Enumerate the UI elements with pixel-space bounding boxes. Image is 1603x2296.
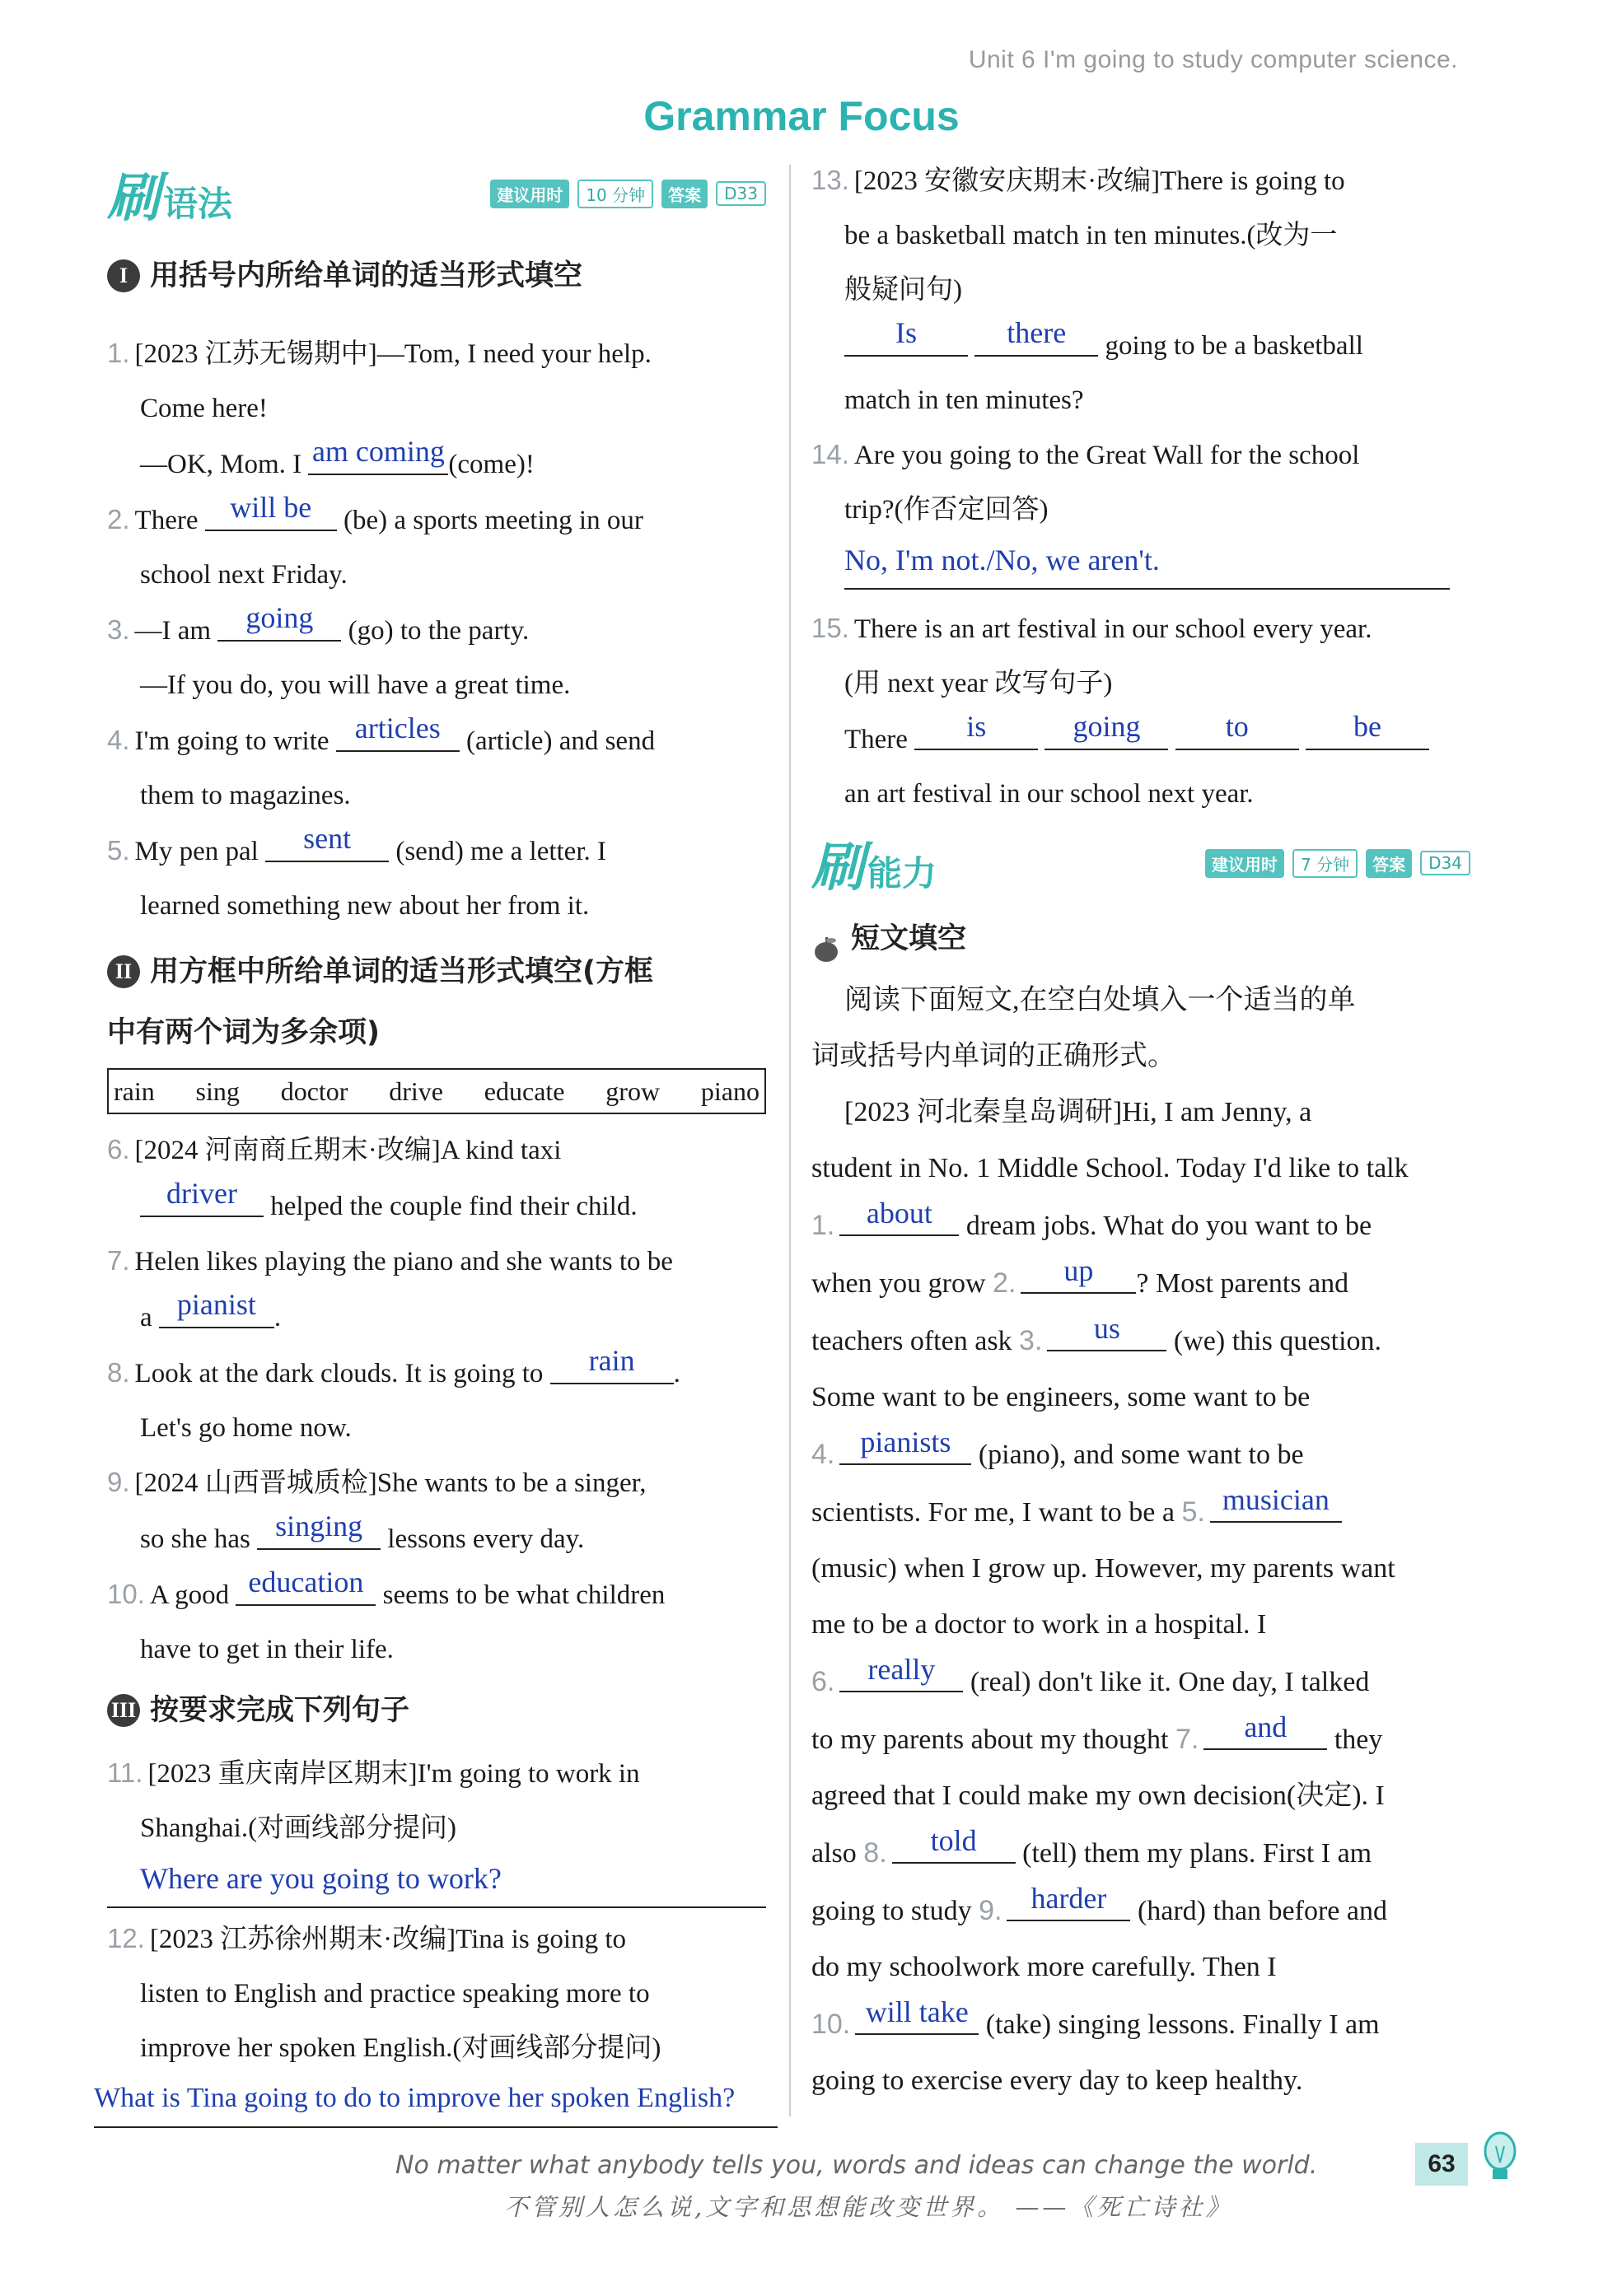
q-number: 15. [811, 613, 849, 643]
brand-char: 刷 [811, 838, 864, 898]
word-item: grow [605, 1076, 661, 1106]
q-text: Look at the dark clouds. It is going to [134, 1359, 544, 1388]
blank-number: 2. [993, 1267, 1016, 1299]
q-number: 3. [107, 614, 130, 645]
part2-heading-text: 用方框中所给单词的适当形式填空(方框 [150, 955, 653, 988]
answer-line[interactable]: Where are you going to work? [107, 1855, 766, 1908]
brand-label: 能力 [867, 853, 937, 894]
passage-line: they [1334, 1724, 1383, 1755]
answer-blank[interactable] [217, 602, 341, 642]
question-1 [107, 326, 766, 492]
footer-quote-zh: 不管别人怎么说,文字和思想能改变世界。 ——《死亡诗社》 [504, 2193, 1233, 2221]
part2-heading [107, 941, 766, 1063]
time-tag: 建议用时 [490, 180, 569, 208]
answer-text: singing [275, 1510, 363, 1542]
q-number: 10. [107, 1579, 145, 1609]
q-number: 4. [107, 725, 130, 755]
q-number: 13. [811, 165, 849, 195]
q-text: There [134, 506, 199, 535]
passage-line: agreed that I could make my own decision(决定). I [811, 1780, 1385, 1811]
q-text: Helen likes playing the piano and she wants to be [134, 1247, 673, 1276]
grammar-section-header [107, 156, 766, 231]
q-text: Let's go home now. [140, 1413, 352, 1443]
passage-line: going to exercise every day to keep healthy. [811, 2065, 1303, 2096]
q-text: school next Friday. [140, 560, 348, 590]
answer-text: will be [230, 491, 312, 524]
q-number: 6. [107, 1134, 130, 1164]
grammar-brand [107, 156, 232, 231]
q-number: 9. [107, 1467, 130, 1497]
answer-text: up [1063, 1254, 1094, 1287]
q-number: 2. [107, 504, 130, 534]
answer-blank[interactable] [236, 1566, 376, 1606]
q-number: 8. [107, 1357, 130, 1388]
answer-blank[interactable] [855, 1995, 979, 2035]
cloze-heading [811, 908, 1470, 969]
answer-blank[interactable] [1047, 1312, 1166, 1351]
q-text: There [844, 725, 908, 754]
answer-blank[interactable] [839, 1653, 963, 1692]
question-9 [107, 1455, 766, 1566]
part3-heading [107, 1680, 766, 1741]
blank-number: 7. [1175, 1724, 1199, 1755]
roman-numeral: II [107, 955, 140, 988]
answer-page: D34 [1420, 851, 1470, 875]
answer-blank[interactable] [839, 1197, 959, 1236]
passage-line: (real) don't like it. One day, I talked [970, 1667, 1370, 1697]
q-text: Shanghai.(对画线部分提问) [140, 1813, 457, 1843]
answer-blank[interactable] [974, 317, 1098, 357]
instructions: 词或括号内单词的正确形式。 [811, 1041, 1175, 1071]
passage-line: to my parents about my thought [811, 1724, 1169, 1755]
cloze-passage [811, 1085, 1470, 2109]
question-10 [107, 1566, 766, 1677]
blank-number: 5. [1181, 1496, 1205, 1528]
answer-blank[interactable] [159, 1289, 274, 1328]
answer-text: pianists [860, 1426, 951, 1458]
blank-number: 6. [811, 1666, 835, 1697]
q-text: match in ten minutes? [844, 385, 1084, 415]
passage-line: (hard) than before and [1137, 1896, 1387, 1926]
q-text: trip?(作否定回答) [844, 495, 1049, 525]
question-8 [107, 1345, 766, 1455]
answer-text: will take [865, 1995, 969, 2028]
q-text: them to magazines. [140, 781, 351, 810]
question-5 [107, 823, 766, 933]
column-divider [789, 165, 791, 2116]
q-number: 14. [811, 439, 849, 469]
passage-line: teachers often ask [811, 1326, 1012, 1356]
answer-blank[interactable] [1210, 1483, 1342, 1523]
q-number: 1. [107, 338, 130, 368]
answer-blank[interactable] [1175, 711, 1299, 750]
part3-heading-text: 按要求完成下列句子 [150, 1694, 410, 1727]
passage-line: scientists. For me, I want to be a [811, 1497, 1175, 1528]
q-text: A good [149, 1580, 230, 1610]
q-text: . [673, 1359, 680, 1388]
brand-char: 刷 [107, 168, 160, 229]
answer-blank[interactable] [550, 1345, 674, 1384]
passage-line: when you grow [811, 1268, 986, 1299]
q-text: a [140, 1303, 152, 1332]
question-6 [107, 1122, 766, 1234]
part1-heading-text: 用括号内所给单词的适当形式填空 [150, 259, 583, 292]
q-text: I'm going to write [134, 726, 329, 756]
q-text: (go) to the party. [348, 616, 530, 646]
q-text: so she has [140, 1524, 250, 1554]
instructions: 阅读下面短文,在空白处填入一个适当的单 [844, 985, 1356, 1015]
answer-text: going [245, 601, 314, 634]
answer-blank[interactable] [839, 1426, 971, 1465]
q-text: [2023 江苏无锡期中]—Tom, I need your help. [134, 339, 652, 369]
q-number: 11. [107, 1757, 143, 1788]
answer-blank[interactable] [892, 1824, 1016, 1864]
q-text: [2023 重庆南岸区期末]I'm going to work in [147, 1759, 640, 1789]
q-text: My pen pal [134, 837, 259, 866]
q-text: (come)! [448, 450, 535, 479]
q-text: [2023 安徽安庆期末·改编]There is going to [853, 166, 1345, 196]
answer-tag: 答案 [1366, 849, 1412, 878]
answer-text: education [248, 1566, 364, 1598]
question-13 [811, 153, 1470, 427]
passage-line: student in No. 1 Middle School. Today I'd like to talk [811, 1153, 1409, 1183]
question-14 [811, 427, 1470, 590]
time-tag: 建议用时 [1205, 849, 1284, 878]
unit-header: Unit 6 I'm going to study computer science. [968, 46, 1458, 73]
q-text: [2023 江苏徐州期末·改编]Tina is going to [149, 1925, 627, 1954]
q-text: learned something new about her from it. [140, 891, 590, 921]
answer-text: Is [895, 316, 917, 349]
answer-text: be [1353, 710, 1381, 743]
passage-line: (piano), and some want to be [978, 1440, 1304, 1470]
answer-text: pianist [176, 1288, 256, 1321]
answer-blank[interactable] [140, 1178, 264, 1217]
passage-line: ? Most parents and [1136, 1268, 1349, 1299]
answer-blank[interactable] [1045, 711, 1168, 750]
part2-heading-text-2: 中有两个词为多余项) [107, 1016, 380, 1049]
answer-text: harder [1030, 1882, 1107, 1915]
roman-numeral: III [107, 1694, 140, 1727]
answer-text: really [867, 1653, 936, 1686]
question-2 [107, 492, 766, 602]
passage-line: dream jobs. What do you want to be [965, 1211, 1372, 1241]
time-value: 7 分钟 [1292, 849, 1358, 878]
q-text: going to be a basketball [1105, 331, 1363, 361]
section-meta [1205, 849, 1470, 878]
question-7 [107, 1234, 766, 1345]
blank-number: 1. [811, 1210, 835, 1241]
question-3 [107, 602, 766, 712]
answer-line[interactable]: No, I'm not./No, we aren't. [844, 537, 1450, 590]
apple-icon [811, 924, 841, 954]
q-text: Come here! [140, 394, 268, 423]
answer-tag: 答案 [661, 180, 708, 208]
word-item: educate [484, 1076, 565, 1106]
blank-number: 9. [979, 1895, 1002, 1926]
answer-text: sent [303, 822, 352, 855]
answer-blank[interactable] [265, 823, 389, 862]
answer-text: to [1225, 710, 1249, 743]
q-text: improve her spoken English.(对画线部分提问) [140, 2033, 661, 2063]
q-text: (article) and send [466, 726, 656, 756]
answer-text: told [930, 1824, 977, 1857]
answer-line[interactable]: What is Tina going to do to improve her spoken English? [94, 2075, 778, 2128]
page-title: Grammar Focus [643, 93, 960, 139]
q-number: 5. [107, 835, 130, 866]
blank-number: 3. [1019, 1325, 1043, 1356]
q-text: —I am [134, 616, 212, 646]
answer-blank[interactable] [1021, 1254, 1136, 1294]
answer-blank[interactable] [205, 492, 337, 531]
answer-blank[interactable] [1306, 711, 1429, 750]
answer-text: is [966, 710, 987, 743]
question-4 [107, 712, 766, 823]
section-meta [490, 180, 766, 208]
word-item: sing [195, 1076, 240, 1106]
q-text: helped the couple find their child. [270, 1192, 638, 1221]
q-text: (send) me a letter. I [395, 837, 606, 866]
q-text: seems to be what children [382, 1580, 666, 1610]
answer-text: driver [166, 1177, 237, 1210]
right-column [811, 153, 1470, 2109]
passage-line: (tell) them my plans. First I am [1022, 1838, 1372, 1869]
answer-text: us [1093, 1312, 1120, 1345]
blank-number: 10. [811, 2009, 851, 2040]
part1-heading [107, 245, 766, 306]
answer-blank[interactable] [336, 712, 460, 752]
question-12 [94, 1911, 766, 2128]
word-item: drive [389, 1076, 443, 1106]
q-text: 般疑问句) [844, 275, 962, 305]
passage-line: Some want to be engineers, some want to be [811, 1382, 1311, 1412]
q-text: [2024 河南商丘期末·改编]A kind taxi [134, 1136, 562, 1165]
lightbulb-icon [1479, 2130, 1521, 2187]
answer-text: about [866, 1197, 932, 1230]
passage-line: (we) this question. [1173, 1326, 1382, 1356]
question-11 [107, 1746, 766, 1908]
q-text: Are you going to the Great Wall for the school [853, 441, 1360, 470]
word-item: doctor [280, 1076, 348, 1106]
q-text: —OK, Mom. I [140, 450, 302, 479]
footer-quote-en: No matter what anybody tells you, words and ideas can change the world. [395, 2151, 1318, 2180]
ability-brand [811, 825, 937, 901]
q-text: There is an art festival in our school every year. [853, 614, 1372, 644]
passage-line: going to study [811, 1896, 972, 1926]
answer-text: there [1007, 316, 1067, 349]
q-text: . [273, 1303, 282, 1332]
ability-section-header [811, 826, 1470, 900]
answer-blank[interactable] [257, 1510, 381, 1550]
answer-page: D33 [716, 181, 766, 206]
passage-line: (take) singing lessons. Finally I am [985, 2009, 1380, 2040]
answer-text: and [1244, 1710, 1288, 1743]
blank-number: 8. [863, 1837, 887, 1869]
roman-numeral: I [107, 259, 140, 292]
q-number: 7. [107, 1245, 130, 1276]
q-number: 12. [107, 1923, 145, 1953]
word-item: piano [700, 1076, 759, 1106]
answer-text: musician [1222, 1483, 1330, 1516]
answer-text: am coming [311, 435, 445, 468]
question-15 [811, 601, 1470, 821]
q-text: have to get in their life. [140, 1635, 394, 1664]
q-text: be a basketball match in ten minutes.(改为一 [844, 221, 1338, 250]
answer-blank[interactable] [308, 436, 448, 475]
answer-text: articles [354, 712, 441, 744]
q-text: listen to English and practice speaking more to [140, 1979, 650, 2009]
brand-label: 语法 [163, 184, 233, 224]
passage-line: me to be a doctor to work in a hospital. I [811, 1609, 1267, 1640]
q-text: [2024 山西晋城质检]She wants to be a singer, [134, 1468, 647, 1498]
answer-blank[interactable] [1007, 1882, 1130, 1921]
passage-line: also [811, 1838, 857, 1869]
blank-number: 4. [811, 1439, 835, 1470]
answer-blank[interactable] [844, 317, 968, 357]
left-column [94, 156, 766, 2128]
passage-line: do my schoolwork more carefully. Then I [811, 1952, 1277, 1982]
answer-text: going [1073, 710, 1141, 743]
answer-text: rain [588, 1344, 635, 1377]
word-box [107, 1068, 766, 1114]
page-number: 63 [1415, 2143, 1468, 2186]
q-text: (be) a sports meeting in our [343, 506, 643, 535]
answer-blank[interactable] [914, 711, 1038, 750]
cloze-heading-text: 短文填空 [851, 922, 967, 955]
q-text: (用 next year 改写句子) [844, 669, 1113, 698]
time-value: 10 分钟 [577, 180, 653, 208]
answer-blank[interactable] [1203, 1710, 1327, 1750]
word-item: rain [114, 1076, 155, 1106]
q-text: —If you do, you will have a great time. [140, 670, 571, 700]
passage-line: [2023 河北秦皇岛调研]Hi, I am Jenny, a [844, 1097, 1312, 1127]
q-text: lessons every day. [387, 1524, 585, 1554]
passage-line: (music) when I grow up. However, my parents want [811, 1553, 1395, 1584]
q-text: an art festival in our school next year. [844, 779, 1254, 809]
